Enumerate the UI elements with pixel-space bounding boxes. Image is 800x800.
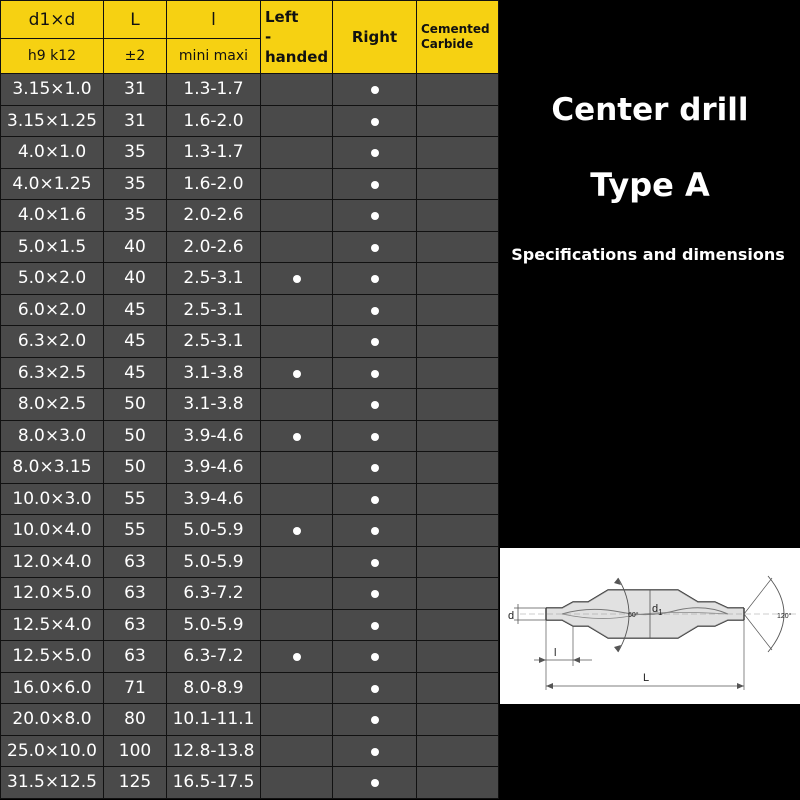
subtitle-specifications: Specifications and dimensions xyxy=(511,245,785,264)
availability-dot-icon xyxy=(371,496,379,504)
cell-right xyxy=(333,389,417,421)
table-row xyxy=(1,74,499,106)
cell-left xyxy=(261,74,333,106)
cell-l: 5.0-5.9 xyxy=(167,546,261,578)
cell-size: 12.5×4.0 xyxy=(1,609,104,641)
cell-left xyxy=(261,452,333,484)
table-row xyxy=(1,168,499,200)
table-row xyxy=(1,641,499,673)
table-row xyxy=(1,137,499,169)
arrow-head xyxy=(573,657,580,663)
cell-L: 40 xyxy=(104,263,167,295)
cell-size: 12.5×5.0 xyxy=(1,641,104,673)
cell-left xyxy=(261,357,333,389)
cell-carbide xyxy=(417,546,499,578)
cell-right xyxy=(333,105,417,137)
cell-l: 3.9-4.6 xyxy=(167,452,261,484)
cell-right xyxy=(333,609,417,641)
cell-right xyxy=(333,420,417,452)
table-row xyxy=(1,672,499,704)
cell-right xyxy=(333,137,417,169)
availability-dot-icon xyxy=(293,653,301,661)
label-angle-60: 60° xyxy=(628,612,639,619)
cell-L: 63 xyxy=(104,641,167,673)
availability-dot-icon xyxy=(371,716,379,724)
table-row xyxy=(1,389,499,421)
header-L: L xyxy=(104,1,167,39)
availability-dot-icon xyxy=(371,181,379,189)
cell-L: 40 xyxy=(104,231,167,263)
table-row xyxy=(1,546,499,578)
cell-L: 35 xyxy=(104,168,167,200)
cell-carbide xyxy=(417,74,499,106)
cell-left xyxy=(261,609,333,641)
cell-right xyxy=(333,578,417,610)
cell-carbide xyxy=(417,704,499,736)
cell-size: 8.0×3.15 xyxy=(1,452,104,484)
cell-size: 6.0×2.0 xyxy=(1,294,104,326)
cell-right xyxy=(333,168,417,200)
cell-left xyxy=(261,389,333,421)
table-row xyxy=(1,357,499,389)
title-center-drill: Center drill xyxy=(551,92,749,128)
cell-left xyxy=(261,326,333,358)
cell-carbide xyxy=(417,357,499,389)
cell-l: 12.8-13.8 xyxy=(167,735,261,767)
label-d1-sub: 1 xyxy=(658,608,663,617)
label-angle-120: 120° xyxy=(777,613,792,620)
cell-right xyxy=(333,263,417,295)
availability-dot-icon xyxy=(371,590,379,598)
availability-dot-icon xyxy=(371,464,379,472)
cell-size: 6.3×2.0 xyxy=(1,326,104,358)
availability-dot-icon xyxy=(293,527,301,535)
cell-l: 8.0-8.9 xyxy=(167,672,261,704)
cell-size: 5.0×2.0 xyxy=(1,263,104,295)
cell-carbide xyxy=(417,672,499,704)
cell-l: 2.5-3.1 xyxy=(167,263,261,295)
cell-carbide xyxy=(417,420,499,452)
cell-l: 3.1-3.8 xyxy=(167,389,261,421)
cell-carbide xyxy=(417,231,499,263)
cell-size: 3.15×1.0 xyxy=(1,74,104,106)
cell-carbide xyxy=(417,735,499,767)
cell-left xyxy=(261,294,333,326)
table-row xyxy=(1,200,499,232)
angle-leg xyxy=(744,614,772,650)
cell-l: 6.3-7.2 xyxy=(167,641,261,673)
availability-dot-icon xyxy=(371,86,379,94)
cell-right xyxy=(333,483,417,515)
availability-dot-icon xyxy=(371,338,379,346)
center-drill-diagram xyxy=(500,548,800,704)
table-row xyxy=(1,735,499,767)
cell-l: 3.9-4.6 xyxy=(167,483,261,515)
cell-L: 63 xyxy=(104,578,167,610)
cell-carbide xyxy=(417,263,499,295)
cell-l: 2.5-3.1 xyxy=(167,326,261,358)
table-row xyxy=(1,263,499,295)
cell-size: 25.0×10.0 xyxy=(1,735,104,767)
cell-l: 1.3-1.7 xyxy=(167,74,261,106)
header-right: Right xyxy=(333,1,417,74)
cell-carbide xyxy=(417,767,499,799)
cell-L: 45 xyxy=(104,357,167,389)
table-row xyxy=(1,420,499,452)
cell-left xyxy=(261,263,333,295)
availability-dot-icon xyxy=(371,433,379,441)
cell-l: 16.5-17.5 xyxy=(167,767,261,799)
label-d1-main: d xyxy=(652,603,659,615)
cell-l: 3.1-3.8 xyxy=(167,357,261,389)
table-row xyxy=(1,483,499,515)
center-drill-drawing xyxy=(500,548,800,704)
cell-carbide xyxy=(417,105,499,137)
cell-right xyxy=(333,515,417,547)
table-row xyxy=(1,704,499,736)
cell-size: 12.0×5.0 xyxy=(1,578,104,610)
cell-L: 63 xyxy=(104,546,167,578)
table-row xyxy=(1,326,499,358)
availability-dot-icon xyxy=(371,622,379,630)
table-row xyxy=(1,578,499,610)
cell-l: 3.9-4.6 xyxy=(167,420,261,452)
cell-carbide xyxy=(417,389,499,421)
cell-size: 12.0×4.0 xyxy=(1,546,104,578)
availability-dot-icon xyxy=(371,401,379,409)
arrow-head xyxy=(539,657,546,663)
availability-dot-icon xyxy=(371,559,379,567)
cell-L: 100 xyxy=(104,735,167,767)
cell-left xyxy=(261,578,333,610)
cell-size: 10.0×4.0 xyxy=(1,515,104,547)
cell-L: 125 xyxy=(104,767,167,799)
cell-size: 31.5×12.5 xyxy=(1,767,104,799)
cell-left xyxy=(261,231,333,263)
arrow-head xyxy=(546,683,553,689)
cell-left xyxy=(261,735,333,767)
cell-carbide xyxy=(417,326,499,358)
cell-right xyxy=(333,357,417,389)
cell-size: 5.0×1.5 xyxy=(1,231,104,263)
header-cemented-carbide: Cemented Carbide xyxy=(417,1,499,74)
cell-L: 35 xyxy=(104,200,167,232)
cell-L: 55 xyxy=(104,483,167,515)
cell-size: 16.0×6.0 xyxy=(1,672,104,704)
header-d1d-tolerance: h9 k12 xyxy=(1,39,104,74)
cell-carbide xyxy=(417,515,499,547)
cell-left xyxy=(261,672,333,704)
cell-size: 10.0×3.0 xyxy=(1,483,104,515)
angle-leg xyxy=(744,578,772,614)
cell-right xyxy=(333,200,417,232)
cell-left xyxy=(261,546,333,578)
cell-L: 71 xyxy=(104,672,167,704)
table-row xyxy=(1,231,499,263)
table-row xyxy=(1,767,499,799)
cell-right xyxy=(333,74,417,106)
cell-L: 35 xyxy=(104,137,167,169)
cell-carbide xyxy=(417,609,499,641)
table-row xyxy=(1,294,499,326)
cell-size: 8.0×3.0 xyxy=(1,420,104,452)
cell-l: 1.6-2.0 xyxy=(167,168,261,200)
cell-right xyxy=(333,704,417,736)
cell-right xyxy=(333,672,417,704)
header-d1d: d1×d xyxy=(1,1,104,39)
availability-dot-icon xyxy=(371,370,379,378)
cell-L: 31 xyxy=(104,105,167,137)
header-left-handed: Left -handed xyxy=(261,1,333,74)
cell-l: 10.1-11.1 xyxy=(167,704,261,736)
cell-right xyxy=(333,294,417,326)
cell-L: 31 xyxy=(104,74,167,106)
cell-size: 8.0×2.5 xyxy=(1,389,104,421)
availability-dot-icon xyxy=(371,748,379,756)
table-row xyxy=(1,609,499,641)
cell-L: 50 xyxy=(104,452,167,484)
cell-l: 2.0-2.6 xyxy=(167,200,261,232)
cell-left xyxy=(261,168,333,200)
cell-l: 1.6-2.0 xyxy=(167,105,261,137)
cell-carbide xyxy=(417,483,499,515)
cell-right xyxy=(333,735,417,767)
availability-dot-icon xyxy=(371,779,379,787)
cell-carbide xyxy=(417,137,499,169)
cell-right xyxy=(333,546,417,578)
cell-carbide xyxy=(417,294,499,326)
cell-L: 50 xyxy=(104,389,167,421)
cell-right xyxy=(333,767,417,799)
cell-left xyxy=(261,105,333,137)
cell-carbide xyxy=(417,641,499,673)
cell-right xyxy=(333,641,417,673)
cell-L: 45 xyxy=(104,294,167,326)
cell-size: 20.0×8.0 xyxy=(1,704,104,736)
availability-dot-icon xyxy=(371,653,379,661)
availability-dot-icon xyxy=(371,527,379,535)
cell-carbide xyxy=(417,452,499,484)
cell-left xyxy=(261,483,333,515)
title-type-a: Type A xyxy=(590,166,710,204)
availability-dot-icon xyxy=(371,275,379,283)
cell-right xyxy=(333,326,417,358)
availability-dot-icon xyxy=(371,685,379,693)
table-row xyxy=(1,515,499,547)
cell-size: 3.15×1.25 xyxy=(1,105,104,137)
availability-dot-icon xyxy=(293,275,301,283)
cell-size: 4.0×1.25 xyxy=(1,168,104,200)
cell-l: 5.0-5.9 xyxy=(167,515,261,547)
cell-l: 6.3-7.2 xyxy=(167,578,261,610)
header-l: l xyxy=(167,1,261,39)
header-L-tolerance: ±2 xyxy=(104,39,167,74)
cell-right xyxy=(333,452,417,484)
cell-l: 2.0-2.6 xyxy=(167,231,261,263)
cell-left xyxy=(261,641,333,673)
cell-size: 4.0×1.6 xyxy=(1,200,104,232)
availability-dot-icon xyxy=(293,370,301,378)
cell-left xyxy=(261,704,333,736)
cell-carbide xyxy=(417,200,499,232)
table-row xyxy=(1,105,499,137)
cell-carbide xyxy=(417,168,499,200)
availability-dot-icon xyxy=(371,149,379,157)
label-d: d xyxy=(508,610,515,622)
table-row xyxy=(1,452,499,484)
cell-carbide xyxy=(417,578,499,610)
availability-dot-icon xyxy=(371,118,379,126)
cell-L: 50 xyxy=(104,420,167,452)
availability-dot-icon xyxy=(371,212,379,220)
cell-left xyxy=(261,420,333,452)
cell-l: 5.0-5.9 xyxy=(167,609,261,641)
label-L: L xyxy=(643,672,650,684)
availability-dot-icon xyxy=(371,244,379,252)
cell-right xyxy=(333,231,417,263)
cell-left xyxy=(261,137,333,169)
availability-dot-icon xyxy=(371,307,379,315)
arrow-head xyxy=(737,683,744,689)
cell-L: 45 xyxy=(104,326,167,358)
cell-L: 55 xyxy=(104,515,167,547)
cell-L: 80 xyxy=(104,704,167,736)
cell-left xyxy=(261,200,333,232)
cell-size: 6.3×2.5 xyxy=(1,357,104,389)
cell-left xyxy=(261,767,333,799)
cell-l: 2.5-3.1 xyxy=(167,294,261,326)
cell-size: 4.0×1.0 xyxy=(1,137,104,169)
availability-dot-icon xyxy=(293,433,301,441)
cell-l: 1.3-1.7 xyxy=(167,137,261,169)
header-l-range: mini maxi xyxy=(167,39,261,74)
cell-L: 63 xyxy=(104,609,167,641)
cell-left xyxy=(261,515,333,547)
label-l: l xyxy=(554,647,557,659)
